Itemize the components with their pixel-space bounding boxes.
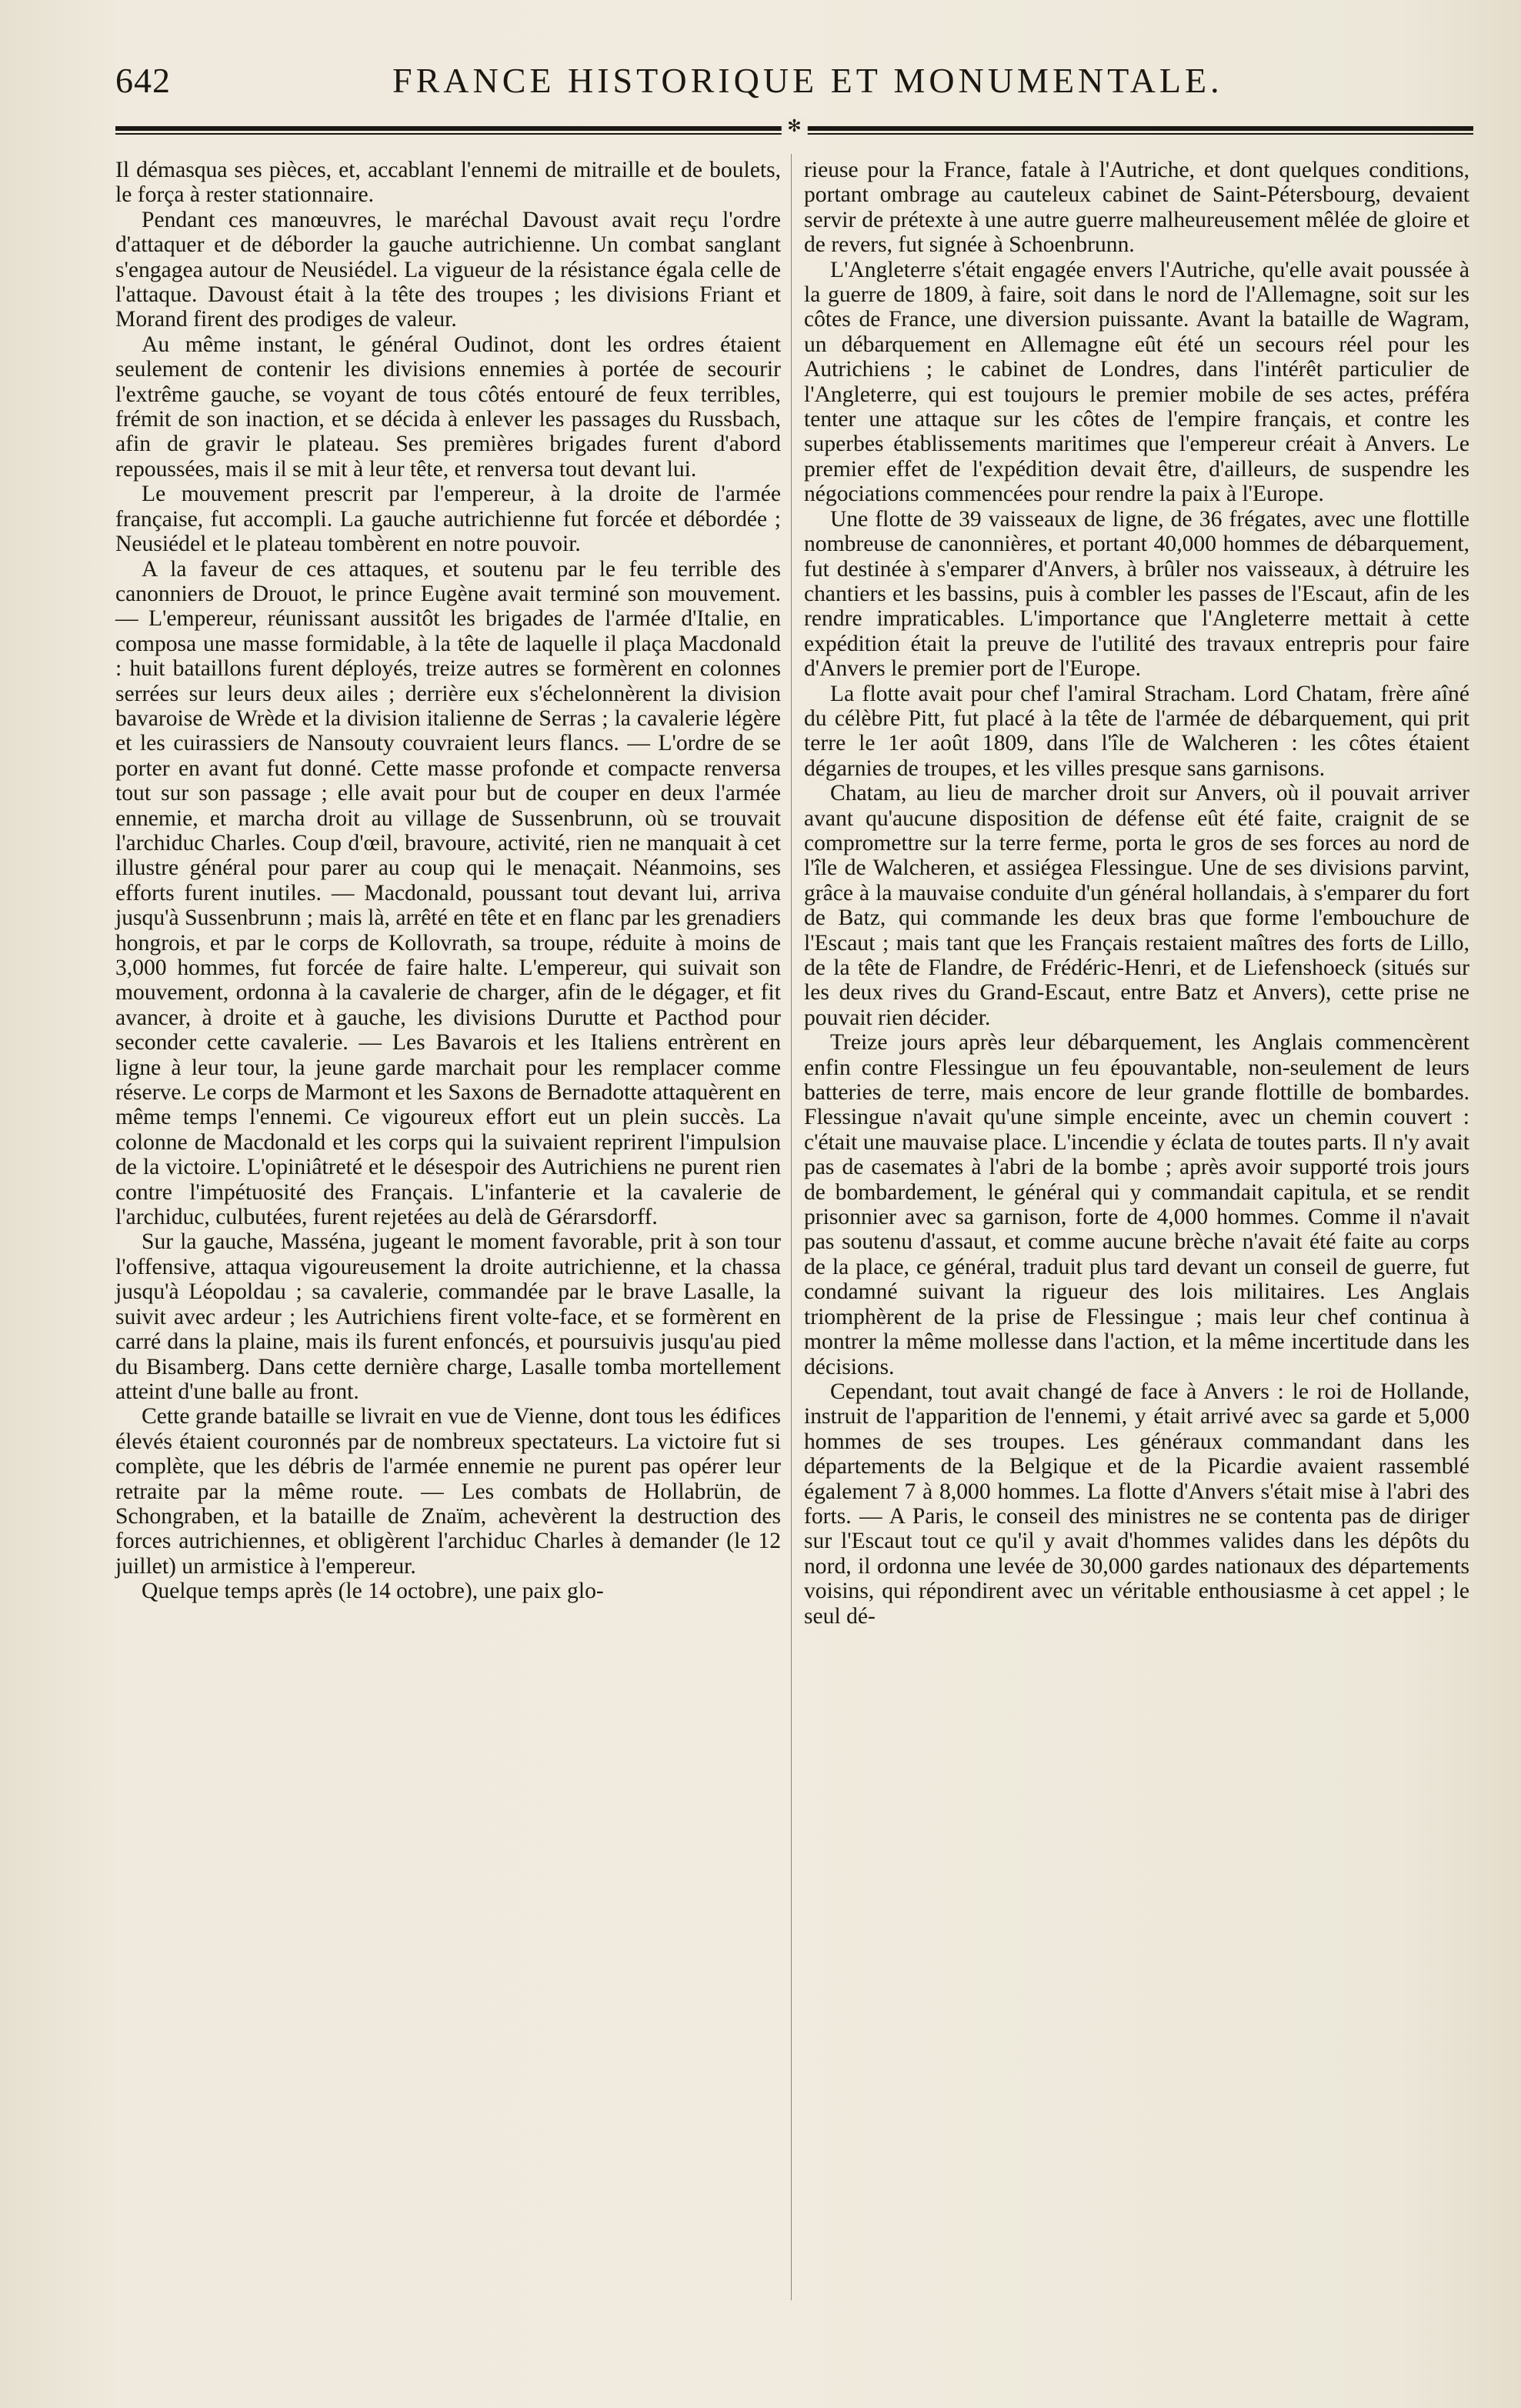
page-header (115, 54, 1469, 115)
paragraph: Treize jours après leur débarquement, les Anglais commencèrent enfin contre Flessingue un feu épouvantable, non-seulement de leurs batteries de terre, mais encore de leur grande flottille de bombardes. Flessingue n'avait qu'une simple enceinte, avec un chemin couvert : c'était une mauvaise place. L'incendie y éclata de toutes parts. Il n'y avait pas de casemates à l'abri de la bombe ; après avoir supporté trois jours de bombardement, le général qui y commandait capitula, et se rendit prisonnier avec sa garnison, forte de 4,000 hommes. Comme il n'avait pas soutenu d'assaut, et comme aucune brèche n'avait été faite au corps de la place, ce général, traduit plus tard devant un conseil de guerre, fut condamné suivant la rigueur des lois militaires. Les Anglais triomphèrent de la prise de Flessingue ; mais leur chef continua à montrer la même mollesse dans l'action, et la même incertitude dans les décisions. (804, 1030, 1469, 1379)
left-column (115, 158, 781, 1604)
paragraph: Chatam, au lieu de marcher droit sur Anvers, où il pouvait arriver avant qu'aucune disposition de défense eût été faite, craignit de se compromettre sur la terre ferme, porta le gros de ses forces au nord de l'île de Walcheren, et assiégea Flessingue. Une de ses divisions parvint, grâce à la mauvaise conduite d'un général hollandais, à s'emparer du fort de Batz, qui commande les deux bras que forme l'embouchure de l'Escaut ; mais tant que les Français restaient maîtres des forts de Lillo, de la tête de Flandre, de Frédéric-Henri, et de Liefenshoeck (situés sur les deux rives du Grand-Escaut, entre Batz et Anvers), cette prise ne pouvait rien décider. (804, 781, 1469, 1030)
right-column (804, 158, 1469, 1629)
paragraph: Il démasqua ses pièces, et, accablant l'ennemi de mitraille et de boulets, le força à rester stationnaire. (115, 158, 781, 208)
paragraph: Quelque temps après (le 14 octobre), une paix glo- (142, 1579, 604, 1604)
paragraph: La flotte avait pour chef l'amiral Stracham. Lord Chatam, frère aîné du célèbre Pitt, fut placé à la tête de l'armée de débarquement, qui prit terre le 1er août 1809, dans l'île de Walcheren : les côtes étaient dégarnies de troupes, et les villes presque sans garnisons. (804, 681, 1469, 781)
page-number: 642 (115, 61, 171, 100)
paragraph: Cependant, tout avait changé de face à Anvers : le roi de Hollande, instruit de l'apparition de l'ennemi, y était arrivé avec sa garde et 5,000 hommes de ses troupes. Les généraux commandant dans les départements de la Belgique et de la Picardie avaient rassemblé également 7 à 8,000 hommes. La flotte d'Anvers s'était mise à l'abri des forts. — A Paris, le conseil des ministres ne se contenta pas de diriger sur l'Escaut tout ce qu'il y avait d'hommes valides dans les dépôts du nord, il ordonna une levée de 30,000 gardes nationaux des départements voisins, qui répondirent avec un véritable enthousiasme à cet appel ; le seul dé- (804, 1379, 1469, 1629)
paragraph: Sur la gauche, Masséna, jugeant le moment favorable, prit à son tour l'offensive, attaqua vigoureusement la droite autrichienne, et la chassa jusqu'à Léopoldau ; sa cavalerie, commandée par le brave Lasalle, la suivit avec ardeur ; les Autrichiens firent volte-face, et se formèrent en carré dans la plaine, mais ils furent enfoncés, et poursuivis jusqu'au pied du Bisamberg. Dans cette dernière charge, Lasalle tomba mortellement atteint d'une balle au front. (115, 1229, 781, 1404)
paragraph-continuation: rieuse pour la France, fatale à l'Autriche, et dont quelques conditions, portant ombrage au cauteleux cabinet de Saint-Pétersbourg, devaient servir de prétexte à une autre guerre malheureusement mêlée de gloire et de revers, fut signée à Schoenbrunn. (804, 158, 1469, 258)
fleuron-icon: ✻ (781, 117, 807, 135)
paragraph: Au même instant, le général Oudinot, dont les ordres étaient seulement de contenir les divisions ennemies à portée de secourir l'extrême gauche, se voyant de tous côtés entouré de feux terribles, frémit de son inaction, et se décida à enlever les passages du Russbach, afin de gravir le plateau. Ses premières brigades furent d'abord repoussées, mais il se mit à leur tête, et renversa tout devant lui. (115, 332, 781, 482)
paragraph: A la faveur de ces attaques, et soutenu par le feu terrible des canonniers de Drouot, le prince Eugène avait terminé son mouvement. — L'empereur, réunissant aussitôt les brigades de l'armée d'Italie, en composa une masse formidable, à la tête de laquelle il plaça Macdonald : huit bataillons furent déployés, treize autres se formèrent en colonnes serrées sur leurs deux ailes ; derrière eux s'échelonnèrent la division bavaroise de Wrède et la division italienne de Serras ; la cavalerie légère et les cuirassiers de Nansouty couvraient leurs flancs. — L'ordre de se porter en avant fut donné. Cette masse profonde et compacte renversa tout sur son passage ; elle avait pour but de couper en deux l'armée ennemie, et marcha droit au village de Sussenbrunn, où se trouvait l'archiduc Charles. Coup d'œil, bravoure, activité, rien ne manquait à cet illustre général pour parer au coup qui le menaçait. Néanmoins, ses efforts furent inutiles. — Macdonald, poussant tout devant lui, arriva jusqu'à Sussenbrunn ; mais là, arrêté en tête et en flanc par les grenadiers hongrois, et par le corps de Kollovrath, sa troupe, réduite à moins de 3,000 hommes, fut forcée de faire halte. L'empereur, qui suivait son mouvement, ordonna à la cavalerie de charger, afin de le dégager, et fit avancer, à droite et à gauche, les divisions Durutte et Pacthod pour seconder cette cavalerie. — Les Bavarois et les Italiens entrèrent en ligne à leur tour, la jeune garde marchait pour les remplacer comme réserve. Le corps de Marmont et les Saxons de Bernadotte attaquèrent en même temps l'ennemi. Ce vigoureux effort eut un plein succès. La colonne de Macdonald et les corps qui la suivaient reprirent l'impulsion de la victoire. L'opiniâtreté et le désespoir des Autrichiens ne purent rien contre l'impétuosité des Français. L'infanterie et la cavalerie de l'archiduc, culbutées, furent rejetées au delà de Gérarsdorff. (115, 556, 781, 1230)
paragraph: Pendant ces manœuvres, le maréchal Davoust avait reçu l'ordre d'attaquer et de déborder la gauche autrichienne. Un combat sanglant s'engagea autour de Neusiédel. La vigueur de la résistance égala celle de l'attaque. Davoust était à la tête des troupes ; les divisions Friant et Morand firent des prodiges de valeur. (115, 207, 781, 332)
paragraph: L'Angleterre s'était engagée envers l'Autriche, qu'elle avait poussée à la guerre de 1809, à faire, soit dans le nord de l'Allemagne, soit sur les côtes de France, une diversion puissante. Avant la bataille de Wagram, un débarquement en Allemagne eût été un secours réel pour les Autrichiens ; le cabinet de Londres, dans l'intérêt particulier de l'Angleterre, qui est toujours le premier mobile de ses actes, préféra tenter une attaque sur les côtes de l'empire français, et contre les superbes établissements maritimes que l'empereur créait à Anvers. Le premier effet de l'expédition devait être, d'ailleurs, de suspendre les négociations commencées pour rendre la paix à l'Europe. (804, 257, 1469, 507)
paragraph: Le mouvement prescrit par l'empereur, à la droite de l'armée française, fut accompli. La gauche autrichienne fut forcée et débordée ; Neusiédel et le plateau tombèrent en notre pouvoir. (115, 482, 781, 557)
paragraph: Une flotte de 39 vaisseaux de ligne, de 36 frégates, avec une flottille nombreuse de canonnières, et portant 40,000 hommes de débarquement, fut destinée à s'emparer d'Anvers, à brûler nos vaisseaux, à détruire les chantiers et les bassins, puis à combler les passes de l'Escaut, afin de les rendre impraticables. L'importance que l'Angleterre mettait à cette expédition était la preuve de l'utilité des travaux entrepris pour faire d'Anvers le premier port de l'Europe. (804, 506, 1469, 682)
header-rule (115, 116, 1473, 135)
column-divider (791, 154, 792, 2300)
running-title: FRANCE HISTORIQUE ET MONUMENTALE. (392, 61, 1223, 100)
paragraph: Cette grande bataille se livrait en vue de Vienne, dont tous les édifices élevés étaient couronnés par de nombreux spectateurs. La victoire fut si complète, que les débris de l'armée ennemie ne purent pas opérer leur retraite par la même route. — Les combats de Hollabrün, de Schongraben, et la bataille de Znaïm, achevèrent la destruction des forces autrichiennes, et obligèrent l'archiduc Charles à demander (le 12 juillet) un armistice à l'empereur. (115, 1404, 781, 1579)
